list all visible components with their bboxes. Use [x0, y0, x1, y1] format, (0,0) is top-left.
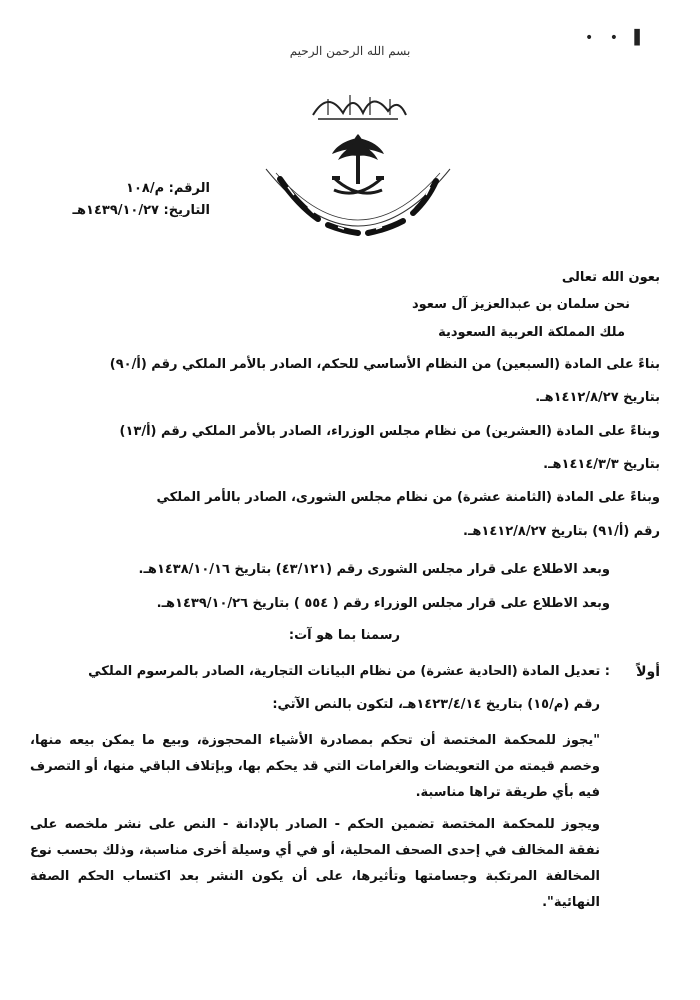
preamble-p1-line1: بناءً على المادة (السبعين) من النظام الأساسي للحكم، الصادر بالأمر الملكي رقم (أ/٩٠) [109, 357, 660, 372]
ref-number-row [30, 178, 210, 200]
kingdom-name-arc-icon [258, 165, 458, 255]
ref-date-value: ١٤٣٩/١٠/٢٧هـ [72, 203, 159, 218]
article-label: أولاً [636, 664, 660, 680]
ref-number-value: م/١٠٨ [126, 181, 165, 196]
reference-block [30, 178, 210, 222]
preamble-p5: وبعد الاطلاع على قرار مجلس الوزراء رقم ( ٥٥٤ ) بتاريخ ١٤٣٩/١٠/٢٦هـ. [156, 596, 610, 611]
saudi-emblem [258, 85, 458, 255]
ref-date-row [30, 200, 210, 222]
basmala: بسم الله الرحمن الرحيم [289, 44, 411, 58]
article-body [30, 728, 600, 916]
corner-mark: • • ▌ [585, 30, 652, 46]
opening-line-1: بعون الله تعالى [561, 270, 660, 285]
opening-line-2: نحن سلمان بن عبدالعزيز آل سعود [411, 297, 630, 312]
article-para-1: "يجوز للمحكمة المختصة أن تحكم بمصادرة الأشياء المحجوزة، وبيع ما يمكن بيعه منها، وخصم قيمته من التعويضات والغرامات التي قد يحكم بها، وبإتلاف الباقي منها، أو التصرف فيه بأي طريقة تراها مناسبة. [30, 733, 600, 800]
shahada-calligraphy-icon [298, 85, 418, 125]
article-intro-line2: رقم (م/١٥) بتاريخ ١٤٢٣/٤/١٤هـ، لتكون بالنص الآتي: [272, 697, 600, 712]
article-para-2: ويجوز للمحكمة المختصة تضمين الحكم - الصادر بالإدانة - النص على نشر ملخصه على نفقة المخالف في إحدى الصحف المحلية، أو في أي وسيلة أخرى مناسبة، وذلك بحسب نوع المخالفة المرتكبة وجسامتها وتأثيرها، على أن يكون النشر بعد اكتساب الحكم الصفة النهائية". [30, 817, 600, 910]
preamble-p2-line1: وبناءً على المادة (العشرين) من نظام مجلس الوزراء، الصادر بالأمر الملكي رقم (أ/١٣) [119, 424, 660, 439]
preamble-p2-line2: بتاريخ ١٤١٤/٣/٣هـ. [543, 457, 660, 472]
preamble-p3-line2: رقم (أ/٩١) بتاريخ ١٤١٢/٨/٢٧هـ. [463, 524, 660, 539]
opening-line-3: ملك المملكة العربية السعودية [438, 325, 625, 340]
decree-line: رسمنا بما هو آت: [288, 628, 400, 643]
ref-date-label: التاريخ: [163, 203, 210, 218]
preamble-p4: وبعد الاطلاع على قرار مجلس الشورى رقم (٤٣/١٢١) بتاريخ ١٤٣٨/١٠/١٦هـ. [138, 562, 610, 577]
preamble-p3-line1: وبناءً على المادة (الثامنة عشرة) من نظام مجلس الشورى، الصادر بالأمر الملكي [156, 490, 660, 505]
article-intro-line1: : تعديل المادة (الحادية عشرة) من نظام البيانات التجارية، الصادر بالمرسوم الملكي [88, 664, 610, 679]
preamble-p1-line2: بتاريخ ١٤١٢/٨/٢٧هـ. [535, 390, 660, 405]
ref-number-label: الرقم: [168, 181, 210, 196]
